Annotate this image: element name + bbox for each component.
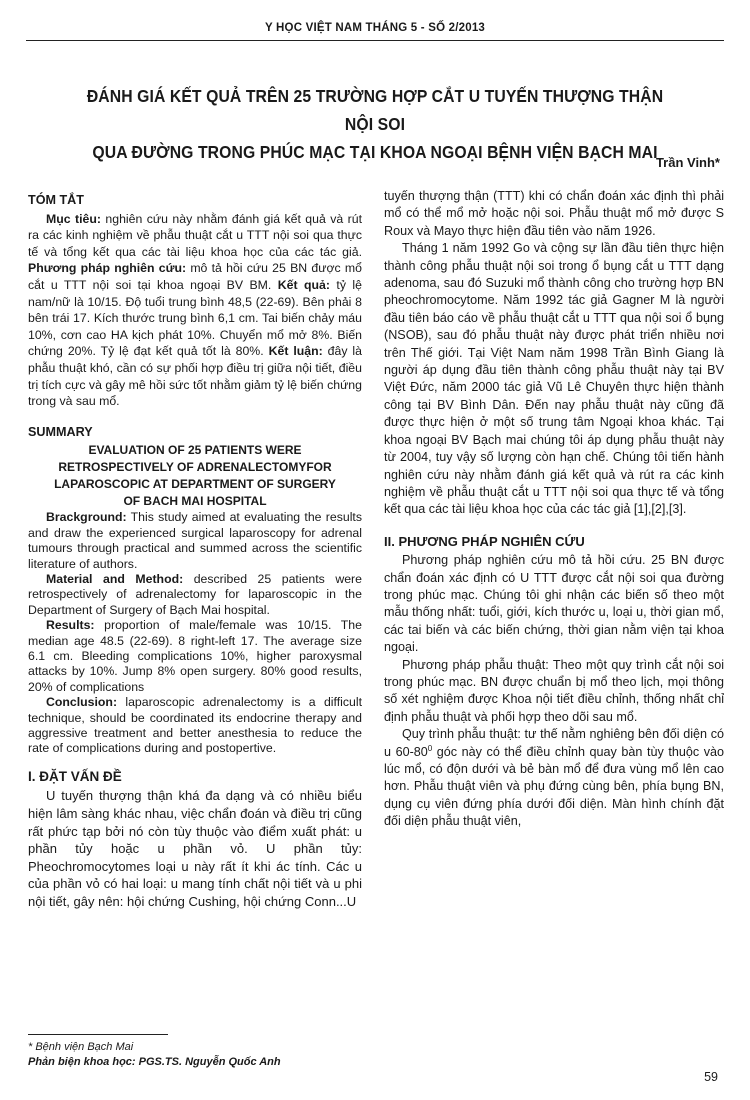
pp-text: mô tả hồi cứu 25 BN được mổ cắt u TTT nội soi tại khoa ngoại BV BM.	[28, 261, 362, 292]
ppnc-heading: II. PHƯƠNG PHÁP NGHIÊN CỨU	[384, 533, 585, 549]
conclusion-text: laparoscopic adrenalectomy is a difficult technique, should be coordinated its endocrine therapy and aggressive treatment and better anesthesia to reduce the rate of complications during and postopertive.	[28, 695, 362, 756]
right-para-1: tuyến thượng thận (TTT) khi có chẩn đoán xác định thì phải mổ có thể mổ mở hoặc nội soi. Phẫu thuật mổ mở được S Roux và Mayo thực hiện đầu tiên vào năm 1926.	[384, 189, 724, 238]
right-column	[384, 188, 724, 831]
footnote	[28, 1040, 362, 1070]
kl-text: đây là phẫu thuật khó, cần có sự phối hợp điều trị giữa nội tiết, điều trị tích cực và gây mê hồi sức tốt nhằm giảm tỷ lệ biến chứng trong và sau mổ.	[28, 344, 362, 409]
results-label: Results:	[46, 618, 95, 633]
english-title	[28, 442, 362, 510]
kq-text: tỷ lệ nam/nữ là 10/15. Độ tuổi trung bình 48,5 (22-69). Bên phải 8 bên trái 17. Kích thước trung bình 6,1 cm. Tai biến chảy máu 10%, cơn cao HA kịch phát 10%. Chuyển mổ mở 8%. Biến chứng 20%. Tỷ lệ đạt kết quả tốt là 80%.	[28, 277, 362, 359]
method-text: described 25 patients were retrospectively of adrenalectomy for laparoscopic in the Department of Surgery of Bạch Mai hospital.	[28, 571, 362, 617]
english-title-line-1: EVALUATION OF 25 PATIENTS WERE	[88, 443, 302, 458]
kq-label: Kết quả:	[277, 277, 330, 292]
muc-tieu-label: Mục tiêu:	[46, 211, 101, 226]
ppnc-para-3-b: góc này có thể điều chỉnh quay bàn tùy thuộc vào lúc mổ, có độn dưới và bẻ bàn mổ để đưa vùng mổ lên cao hơn. Phẫu thuật viên và phụ đứng cùng bên, phía bụng BN, dụng cụ viên đứng phía dưới đối diện. Màn hình chính đặt đối diện phẫu thuật viên,	[384, 744, 724, 829]
header-divider	[26, 40, 724, 41]
kl-label: Kết luận:	[268, 344, 323, 359]
datvande-heading: I. ĐẶT VẤN ĐỀ	[28, 768, 122, 784]
datvande-para-1: U tuyến thượng thận khá đa dạng và có nhiều biểu hiện lâm sàng khác nhau, việc chẩn đoán và điều trị cũng rất phức tạp bởi nó còn tùy thuộc vào điểm xuất phát: u phần tủy hoặc u phần vỏ. U phần tủy: Pheochromocytomes loại u này rất ít khi ác tính. Các u của phần vỏ có hai loại: u mang tính chất nội tiết và u phi nội tiết, gây nên: hội chứng Cushing, hội chứng Conn...U	[28, 788, 362, 909]
results-para	[28, 618, 362, 695]
ppnc-para-1: Phương pháp nghiên cứu mô tả hồi cứu. 25 BN được chẩn đoán xác định có U TTT được cắt nội soi qua đường trong phúc mạc. Chúng tôi ghi nhận các biến số theo một mẫu thống nhất: tuổi, giới, kích thước u, loại u, thời gian mổ, các tai biến và các biến chứng, thời gian nằm viện tại khoa ngoại.	[384, 553, 724, 655]
ppnc-para-3	[384, 726, 724, 830]
datvande-section	[28, 787, 362, 910]
english-title-line-2: RETROSPECTIVELY OF ADRENALECTOMYFOR	[58, 460, 332, 475]
muc-tieu-text: nghiên cứu này nhằm đánh giá kết quả và rút ra các kinh nghiệm về phẫu thuật cắt u TTT nội soi qua thực tế và tổng kết qua các tài liệu khoa học của các tác giả.	[28, 211, 363, 259]
title-line-1: ĐÁNH GIÁ KẾT QUẢ TRÊN 25 TRƯỜNG HỢP CẮT U TUYẾN THƯỢNG THẬN NỘI SOI	[86, 86, 664, 134]
degree-superscript: 0	[427, 743, 433, 753]
title-line-2: QUA ĐƯỜNG TRONG PHÚC MẠC TẠI KHOA NGOẠI BỆNH VIỆN BẠCH MAI	[92, 142, 658, 162]
right-para-2: Tháng 1 năm 1992 Go và cộng sự lần đầu tiên thực hiện thành công phẫu thuật nội soi trong ổ bụng cắt u TTT dạng adenoma, sau đó Suzuki mổ thành công cho trường hợp BN pheochromocytome. Năm 1992 tác giả Gagner M là người đầu tiên báo cáo về phẫu thuật cắt u TTT qua nội soi ổ bụng (NSOB), sau đó phẫu thuật này được phát triển nhiều nơi trên Thế giới. Tại Việt Nam năm 1998 Trần Bình Giang là người áp dụng đầu tiên thành công phẫu thuật này tại BV Việt Đức, năm 2000 tác giả Vũ Lê Chuyên thực hiện thành công tại BV Bình Dân. Đến nay phẫu thuật này cũng đã được thực hiện ở một số trung tâm Ngoại khoa khác. Tại khoa ngoại BV Bạch mai chúng tôi áp dụng phẫu thuật này từ 2004, tuy vậy số lượng còn hạn chế. Chúng tôi tiến hành nghiên cứu này nhằm đánh giá kết quả và rút ra các kinh nghiệm về phẫu thuật cắt u TTT nội soi qua thực tế và tổng kết qua các tài liệu khoa học của các tác giả [1],[2],[3].	[384, 241, 724, 517]
background-text: This study aimed at evaluating the results and draw the experienced surgical laparoscopy for adrenal tumours through practical and summed across the scientific literature of authors.	[28, 510, 362, 571]
pp-label: Phương pháp nghiên cứu:	[28, 261, 187, 276]
author: Trần Vinh*	[655, 155, 720, 170]
conclusion-para	[28, 695, 362, 757]
ppnc-para-3-a: Quy trình phẫu thuật: tư thế nằm nghiêng bên đối diện có u 60-80	[384, 727, 724, 759]
english-abstract	[28, 510, 362, 757]
background-para	[28, 510, 362, 572]
conclusion-label: Conclusion:	[46, 695, 118, 710]
method-label: Material and Method:	[46, 571, 184, 586]
tomtat-heading: TÓM TẮT	[28, 193, 84, 207]
footnote-divider	[28, 1034, 168, 1035]
left-column	[28, 188, 362, 911]
method-para	[28, 572, 362, 618]
english-title-line-3: LAPAROSCOPIC AT DEPARTMENT OF SURGERY	[54, 477, 336, 492]
results-text: proportion of male/female was 10/15. The median age 48.5 (22-69). 8 right-left 17. The average size 6.1 cm. Bleeding complications 10%, higher paroxysmal attacks by 10%. Jump 8% open surgery. 80% good results, 20% of complications	[28, 618, 362, 694]
footnote-reviewer: Phản biện khoa học: PGS.TS. Nguyễn Quốc Anh	[28, 1056, 281, 1068]
tomtat-abstract	[28, 211, 362, 410]
summary-heading: SUMMARY	[28, 424, 93, 439]
english-title-line-4: OF BACH MAI HOSPITAL	[123, 494, 267, 509]
background-label: Brackground:	[46, 510, 127, 525]
journal-header: Y HỌC VIỆT NAM THÁNG 5 - SỐ 2/2013	[264, 22, 486, 34]
ppnc-para-2: Phương pháp phẫu thuật: Theo một quy trình cắt nội soi trong phúc mạc. BN được chuẩn bị mổ theo lịch, mọi thông số xét nghiệm được Khoa nội tiết điều chỉnh, thống nhất chỉ định phẫu thuật và phối hợp theo dõi sau mổ.	[384, 657, 724, 724]
footnote-affiliation: * Bệnh viện Bạch Mai	[28, 1041, 134, 1053]
article-title	[74, 82, 677, 166]
page-number: 59	[704, 1070, 718, 1084]
